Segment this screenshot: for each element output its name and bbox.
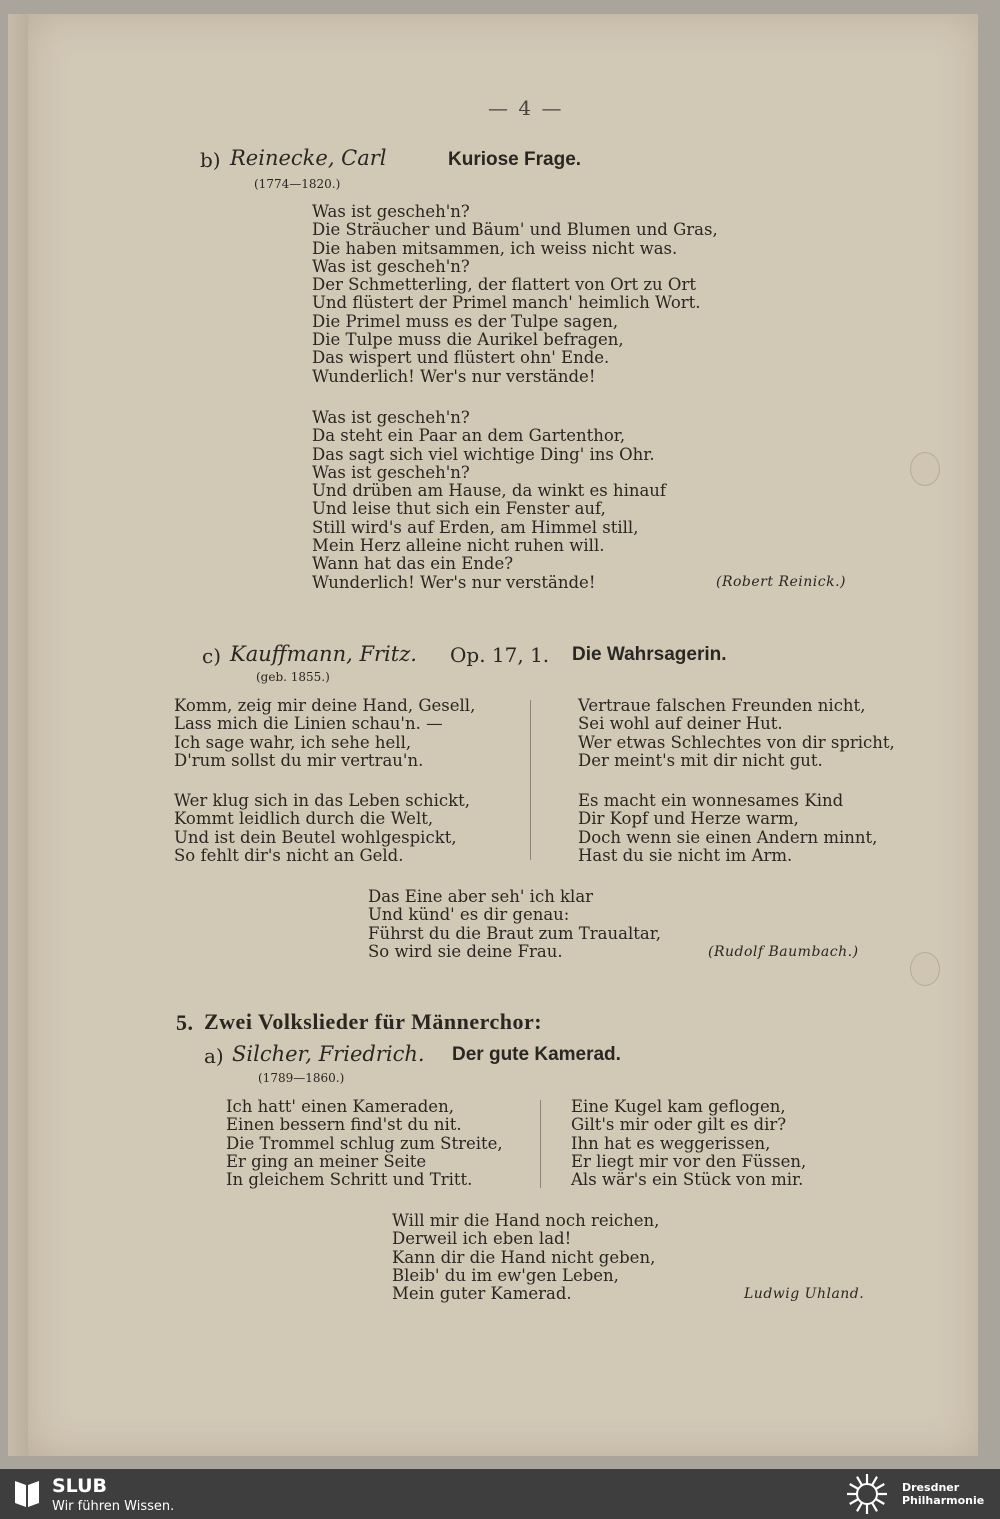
section-c-dates: (geb. 1855.) xyxy=(256,670,330,684)
slub-claim: Wir führen Wissen. xyxy=(52,1499,175,1514)
poem-line: Einen bessern find'st du nit. xyxy=(226,1115,462,1135)
poem-line: So wird sie deine Frau. xyxy=(368,941,563,961)
section-5a-left-stanza xyxy=(226,1098,503,1189)
section-c-right-stanza-1 xyxy=(578,697,895,770)
section-5a-dates: (1789—1860.) xyxy=(258,1071,345,1085)
punch-hole xyxy=(910,952,940,986)
section-5a-right-stanza xyxy=(571,1098,806,1189)
poem-line: Mein guter Kamerad. xyxy=(392,1284,572,1304)
poem-line: Die Trommel schlug zum Streite, xyxy=(226,1133,503,1153)
poem-line: Bleib' du im ew'gen Leben, xyxy=(392,1265,619,1285)
section-c-label: c) xyxy=(202,644,222,668)
poem-line: Vertraue falschen Freunden nicht, xyxy=(578,696,866,715)
section-b-label: b) xyxy=(200,148,221,172)
poem-line: Das sagt sich viel wichtige Ding' ins Ohr. xyxy=(312,444,655,464)
poem-line: Hast du sie nicht im Arm. xyxy=(578,845,793,865)
poem-line: Kommt leidlich durch die Welt, xyxy=(174,809,434,829)
poem-line: Derweil ich eben lad! xyxy=(392,1229,572,1249)
poem-line: Die Primel muss es der Tulpe sagen, xyxy=(312,311,619,331)
section-5-heading: Zwei Volkslieder für Männerchor: xyxy=(204,1009,543,1034)
section-b-stanza-2 xyxy=(312,409,666,592)
poem-line: Die Tulpe muss die Aurikel befragen, xyxy=(312,330,624,350)
poem-line: Er liegt mir vor den Füssen, xyxy=(571,1151,807,1171)
section-c-opus: Op. 17, 1. xyxy=(450,643,550,667)
slub-book-icon xyxy=(12,1478,42,1510)
poem-line: Und drüben am Hause, da winkt es hinauf xyxy=(312,481,667,501)
poem-line: Das wispert und flüstert ohn' Ende. xyxy=(312,348,610,368)
poem-line: Und flüstert der Primel manch' heimlich Wort. xyxy=(312,293,701,313)
poem-line: Still wird's auf Erden, am Himmel still, xyxy=(312,517,639,537)
philharmonie-sun-icon xyxy=(842,1472,892,1516)
poem-line: Und ist dein Beutel wohlgespickt, xyxy=(174,827,457,847)
column-divider xyxy=(530,700,531,860)
poem-line: Führst du die Braut zum Traualtar, xyxy=(368,923,662,943)
poem-line: Ich sage wahr, ich sehe hell, xyxy=(174,732,412,752)
poem-line: Als wär's ein Stück von mir. xyxy=(571,1170,804,1190)
poem-line: Die haben mitsammen, ich weiss nicht was. xyxy=(312,238,678,258)
poem-line: Wann hat das ein Ende? xyxy=(312,554,514,574)
poem-line: Und leise thut sich ein Fenster auf, xyxy=(312,499,606,519)
poem-line: Will mir die Hand noch reichen, xyxy=(392,1211,660,1230)
slub-name: SLUB xyxy=(52,1475,108,1497)
poem-line: Der meint's mit dir nicht gut. xyxy=(578,750,823,770)
poem-line: Was ist gescheh'n? xyxy=(312,408,470,427)
section-5-number: 5. xyxy=(176,1010,194,1035)
section-b-title: Kuriose Frage. xyxy=(448,149,582,170)
poem-line: Wunderlich! Wer's nur verstände! xyxy=(312,572,596,592)
poem-line: Mein Herz alleine nicht ruhen will. xyxy=(312,536,605,556)
philharmonie-name-line-1: Dresdner xyxy=(902,1481,960,1494)
poem-line: Doch wenn sie einen Andern minnt, xyxy=(578,827,878,847)
poem-line: Wer etwas Schlechtes von dir spricht, xyxy=(578,732,895,752)
poem-line: Wer klug sich in das Leben schickt, xyxy=(174,791,470,810)
poem-line: Und künd' es dir genau: xyxy=(368,905,570,925)
column-divider xyxy=(540,1100,541,1188)
page-edge xyxy=(8,14,30,1456)
punch-hole xyxy=(910,452,940,486)
poem-line: Ihn hat es weggerissen, xyxy=(571,1133,771,1153)
section-b-author: (Robert Reinick.) xyxy=(716,574,846,590)
poem-line: Da steht ein Paar an dem Gartenthor, xyxy=(312,426,626,446)
poem-line: Was ist gescheh'n? xyxy=(312,202,470,221)
section-c-left-stanza-1 xyxy=(174,697,475,770)
poem-line: D'rum sollst du mir vertrau'n. xyxy=(174,750,424,770)
section-c-composer: Kauffmann, Fritz. xyxy=(230,642,417,666)
section-c-right-stanza-2 xyxy=(578,792,877,865)
page-number: — 4 — xyxy=(488,96,564,120)
poem-line: Die Sträucher und Bäum' und Blumen und Gras, xyxy=(312,220,718,240)
poem-line: So fehlt dir's nicht an Geld. xyxy=(174,845,404,865)
poem-line: Was ist gescheh'n? xyxy=(312,256,470,276)
footer-bar xyxy=(0,1469,1000,1519)
poem-line: Sei wohl auf deiner Hut. xyxy=(578,714,783,734)
section-5a-final-stanza xyxy=(392,1212,659,1303)
section-b-composer: Reinecke, Carl xyxy=(230,146,387,170)
poem-line: Komm, zeig mir deine Hand, Gesell, xyxy=(174,696,476,715)
poem-line: Das Eine aber seh' ich klar xyxy=(368,887,594,906)
section-b-stanza-1 xyxy=(312,203,718,386)
poem-line: Ich hatt' einen Kameraden, xyxy=(226,1097,454,1116)
poem-line: Dir Kopf und Herze warm, xyxy=(578,809,799,829)
section-c-author: (Rudolf Baumbach.) xyxy=(708,944,859,960)
poem-line: Was ist gescheh'n? xyxy=(312,462,470,482)
section-5a-author: Ludwig Uhland. xyxy=(744,1286,865,1302)
section-b-dates: (1774—1820.) xyxy=(254,177,341,191)
poem-line: Kann dir die Hand nicht geben, xyxy=(392,1247,656,1267)
poem-line: Eine Kugel kam geflogen, xyxy=(571,1097,786,1116)
poem-line: Gilt's mir oder gilt es dir? xyxy=(571,1115,787,1135)
section-c-final-stanza xyxy=(368,888,661,961)
poem-line: Der Schmetterling, der flattert von Ort zu Ort xyxy=(312,275,696,295)
section-5a-title: Der gute Kamerad. xyxy=(452,1044,621,1065)
philharmonie-name-line-2: Philharmonie xyxy=(902,1494,985,1507)
section-5a-label: a) xyxy=(204,1044,224,1068)
section-c-title: Die Wahrsagerin. xyxy=(572,644,727,665)
poem-line: Es macht ein wonnesames Kind xyxy=(578,791,844,810)
section-5a-composer: Silcher, Friedrich. xyxy=(232,1042,425,1066)
poem-line: Lass mich die Linien schau'n. — xyxy=(174,714,443,734)
poem-line: In gleichem Schritt und Tritt. xyxy=(226,1170,473,1190)
section-c-left-stanza-2 xyxy=(174,792,470,865)
poem-line: Er ging an meiner Seite xyxy=(226,1151,427,1171)
poem-line: Wunderlich! Wer's nur verstände! xyxy=(312,366,596,386)
